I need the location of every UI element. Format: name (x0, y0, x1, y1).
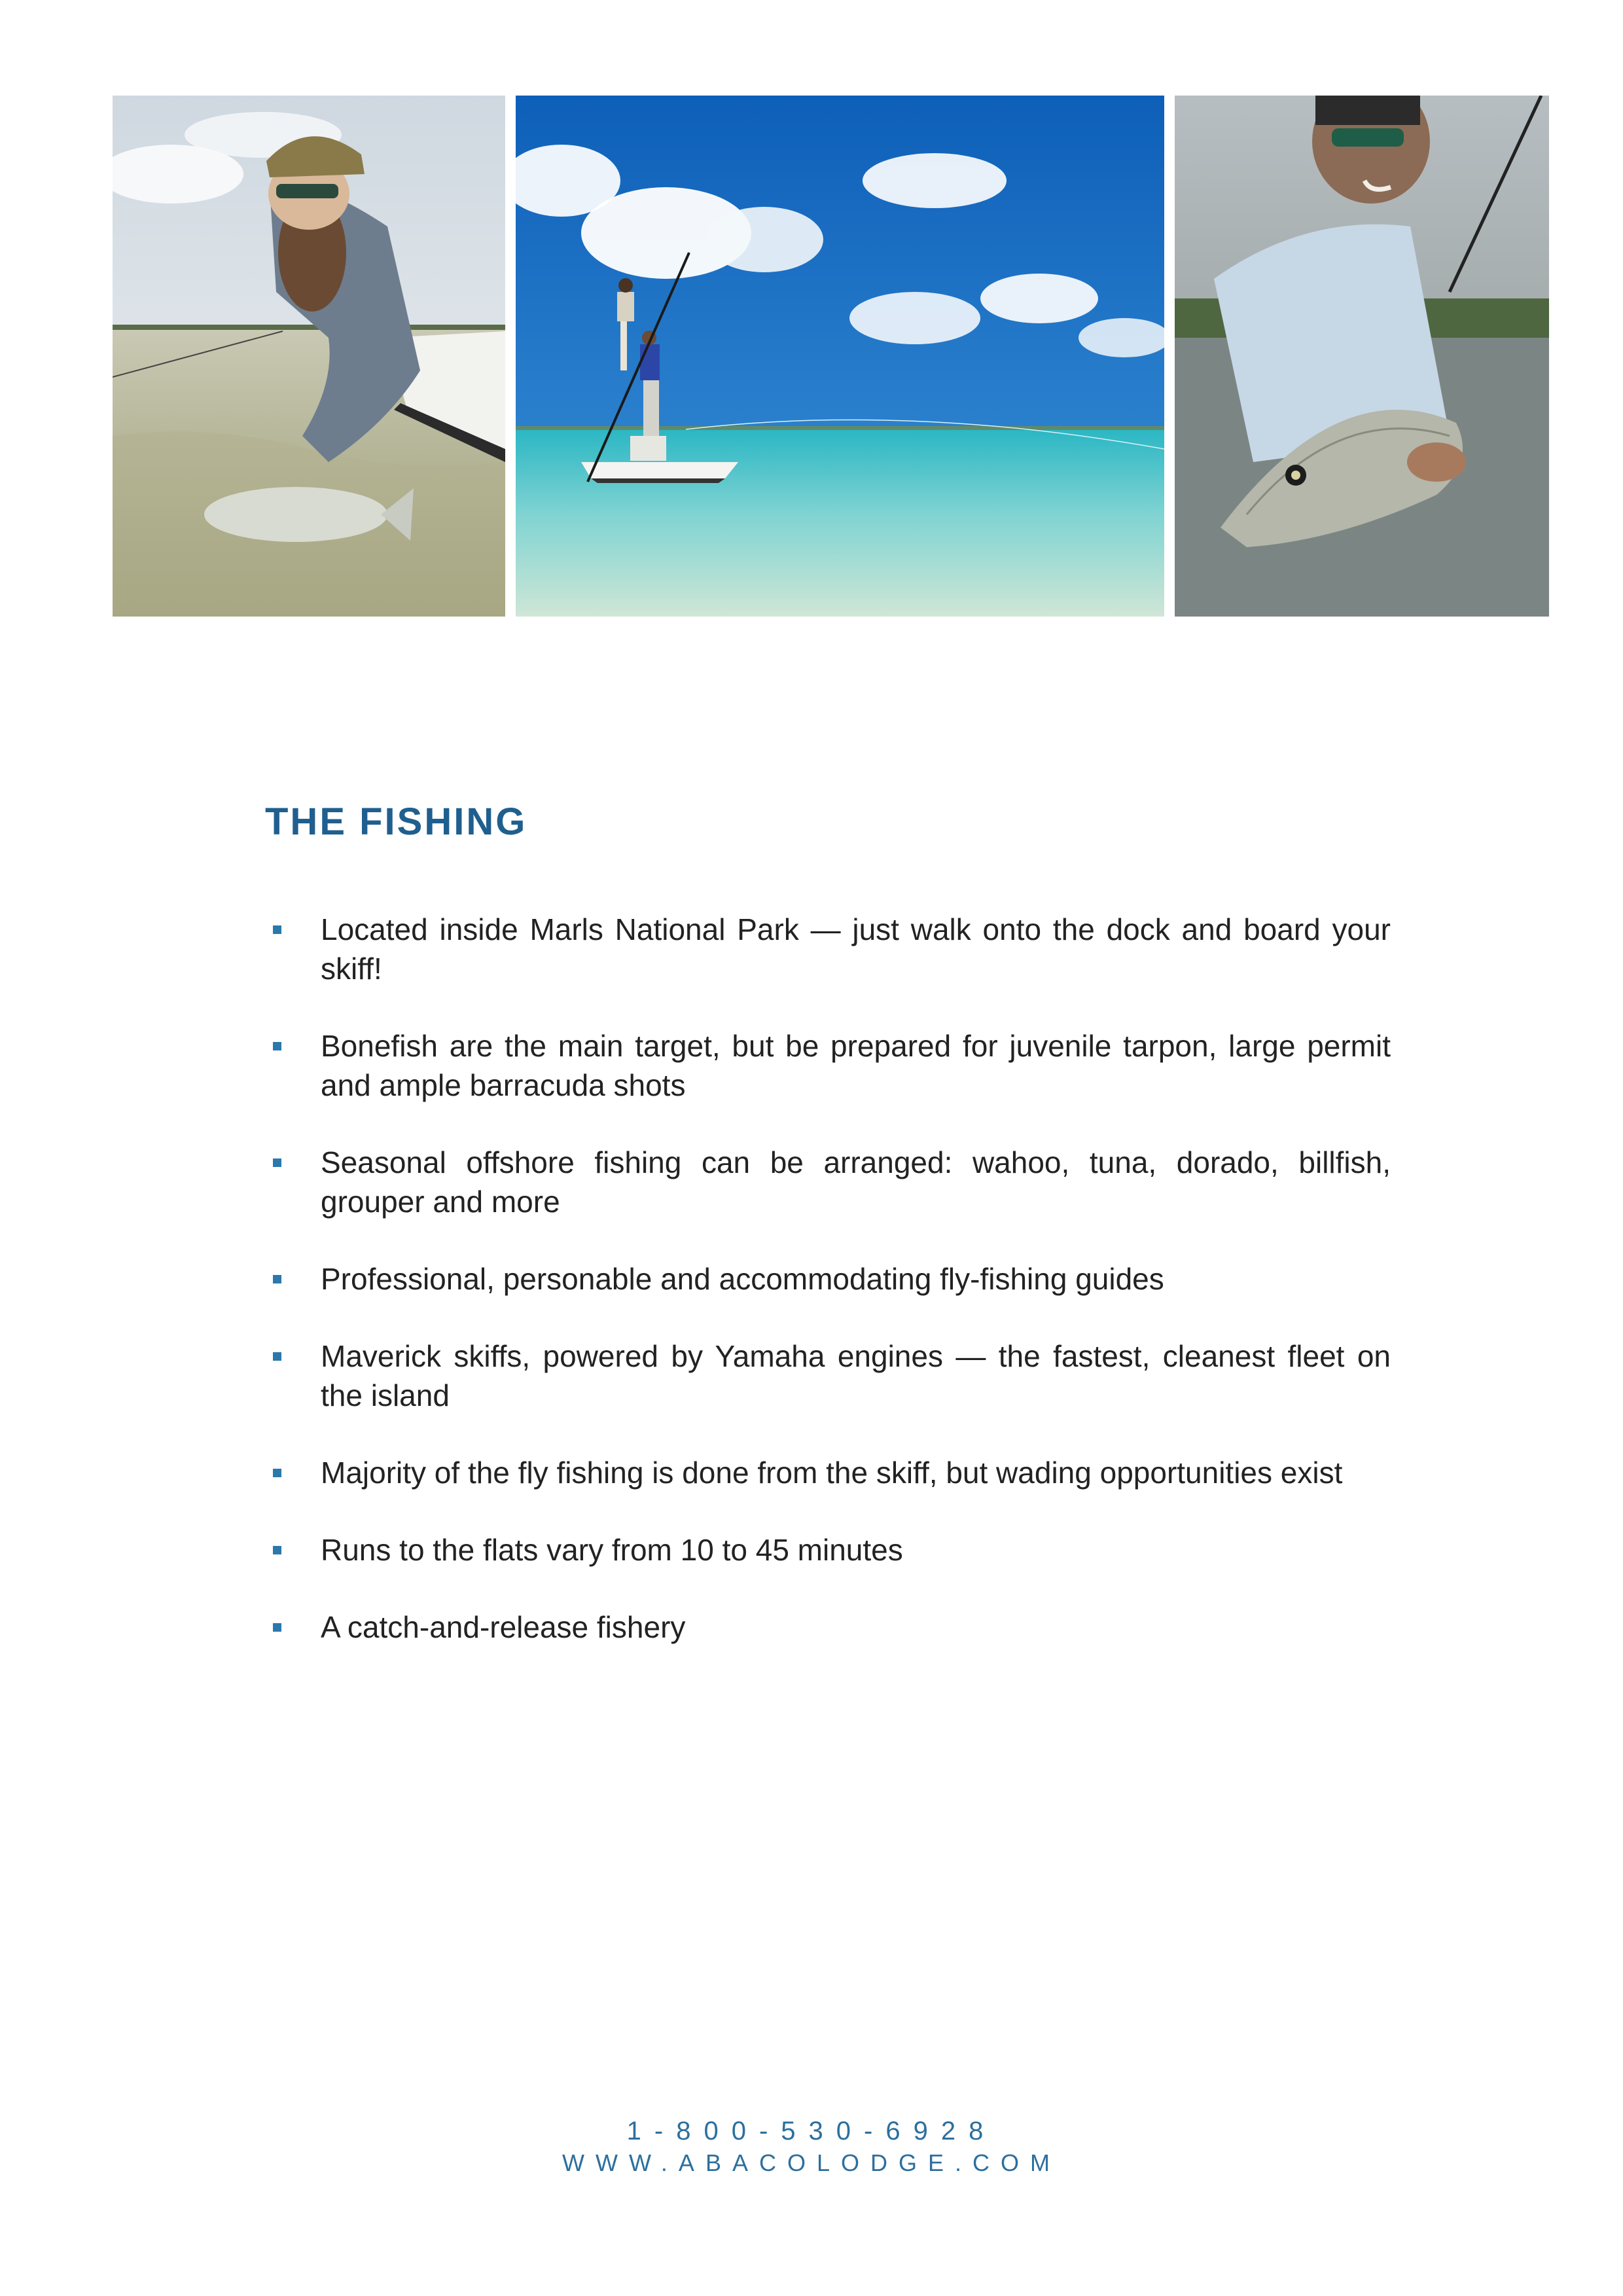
section-title: THE FISHING (265, 800, 527, 843)
square-bullet-icon (273, 1275, 281, 1283)
list-item-text: Majority of the fly fishing is done from the skiff, but wading opportunities exist (321, 1456, 1343, 1490)
square-bullet-icon (273, 1042, 281, 1050)
list-item-text: A catch-and-release fishery (321, 1610, 686, 1644)
list-item-text: Professional, personable and accommodating fly-fishing guides (321, 1262, 1164, 1296)
list-item (265, 1026, 1391, 1105)
list-item (265, 1143, 1391, 1221)
angler-releasing-bonefish-photo (1175, 96, 1549, 617)
square-bullet-icon (273, 1352, 281, 1361)
square-bullet-icon (273, 925, 281, 934)
guide-poling-skiff-on-flats-photo (516, 96, 1164, 617)
footer-phone: 1-800-530-6928 (626, 2117, 997, 2145)
list-item-text: Maverick skiffs, powered by Yamaha engines — the fastest, cleanest fleet on the island (321, 1339, 1391, 1412)
list-item (265, 910, 1391, 988)
square-bullet-icon (273, 1623, 281, 1632)
feature-list (265, 910, 1391, 1685)
list-item-text: Seasonal offshore fishing can be arranged: wahoo, tuna, dorado, billfish, grouper and more (321, 1145, 1391, 1219)
footer-website: WWW.ABACOLODGE.COM (562, 2149, 1061, 2176)
square-bullet-icon (273, 1546, 281, 1554)
list-item-text: Located inside Marls National Park — just walk onto the dock and board your skiff! (321, 912, 1391, 986)
list-item (265, 1259, 1391, 1299)
list-item-text: Bonefish are the main target, but be prepared for juvenile tarpon, large permit and ample barracuda shots (321, 1029, 1391, 1102)
square-bullet-icon (273, 1469, 281, 1477)
square-bullet-icon (273, 1158, 281, 1167)
list-item-text: Runs to the flats vary from 10 to 45 minutes (321, 1533, 903, 1567)
list-item (265, 1453, 1391, 1492)
list-item (265, 1336, 1391, 1415)
list-item (265, 1607, 1391, 1647)
angler-holding-bonefish-photo (113, 96, 505, 617)
list-item (265, 1530, 1391, 1570)
